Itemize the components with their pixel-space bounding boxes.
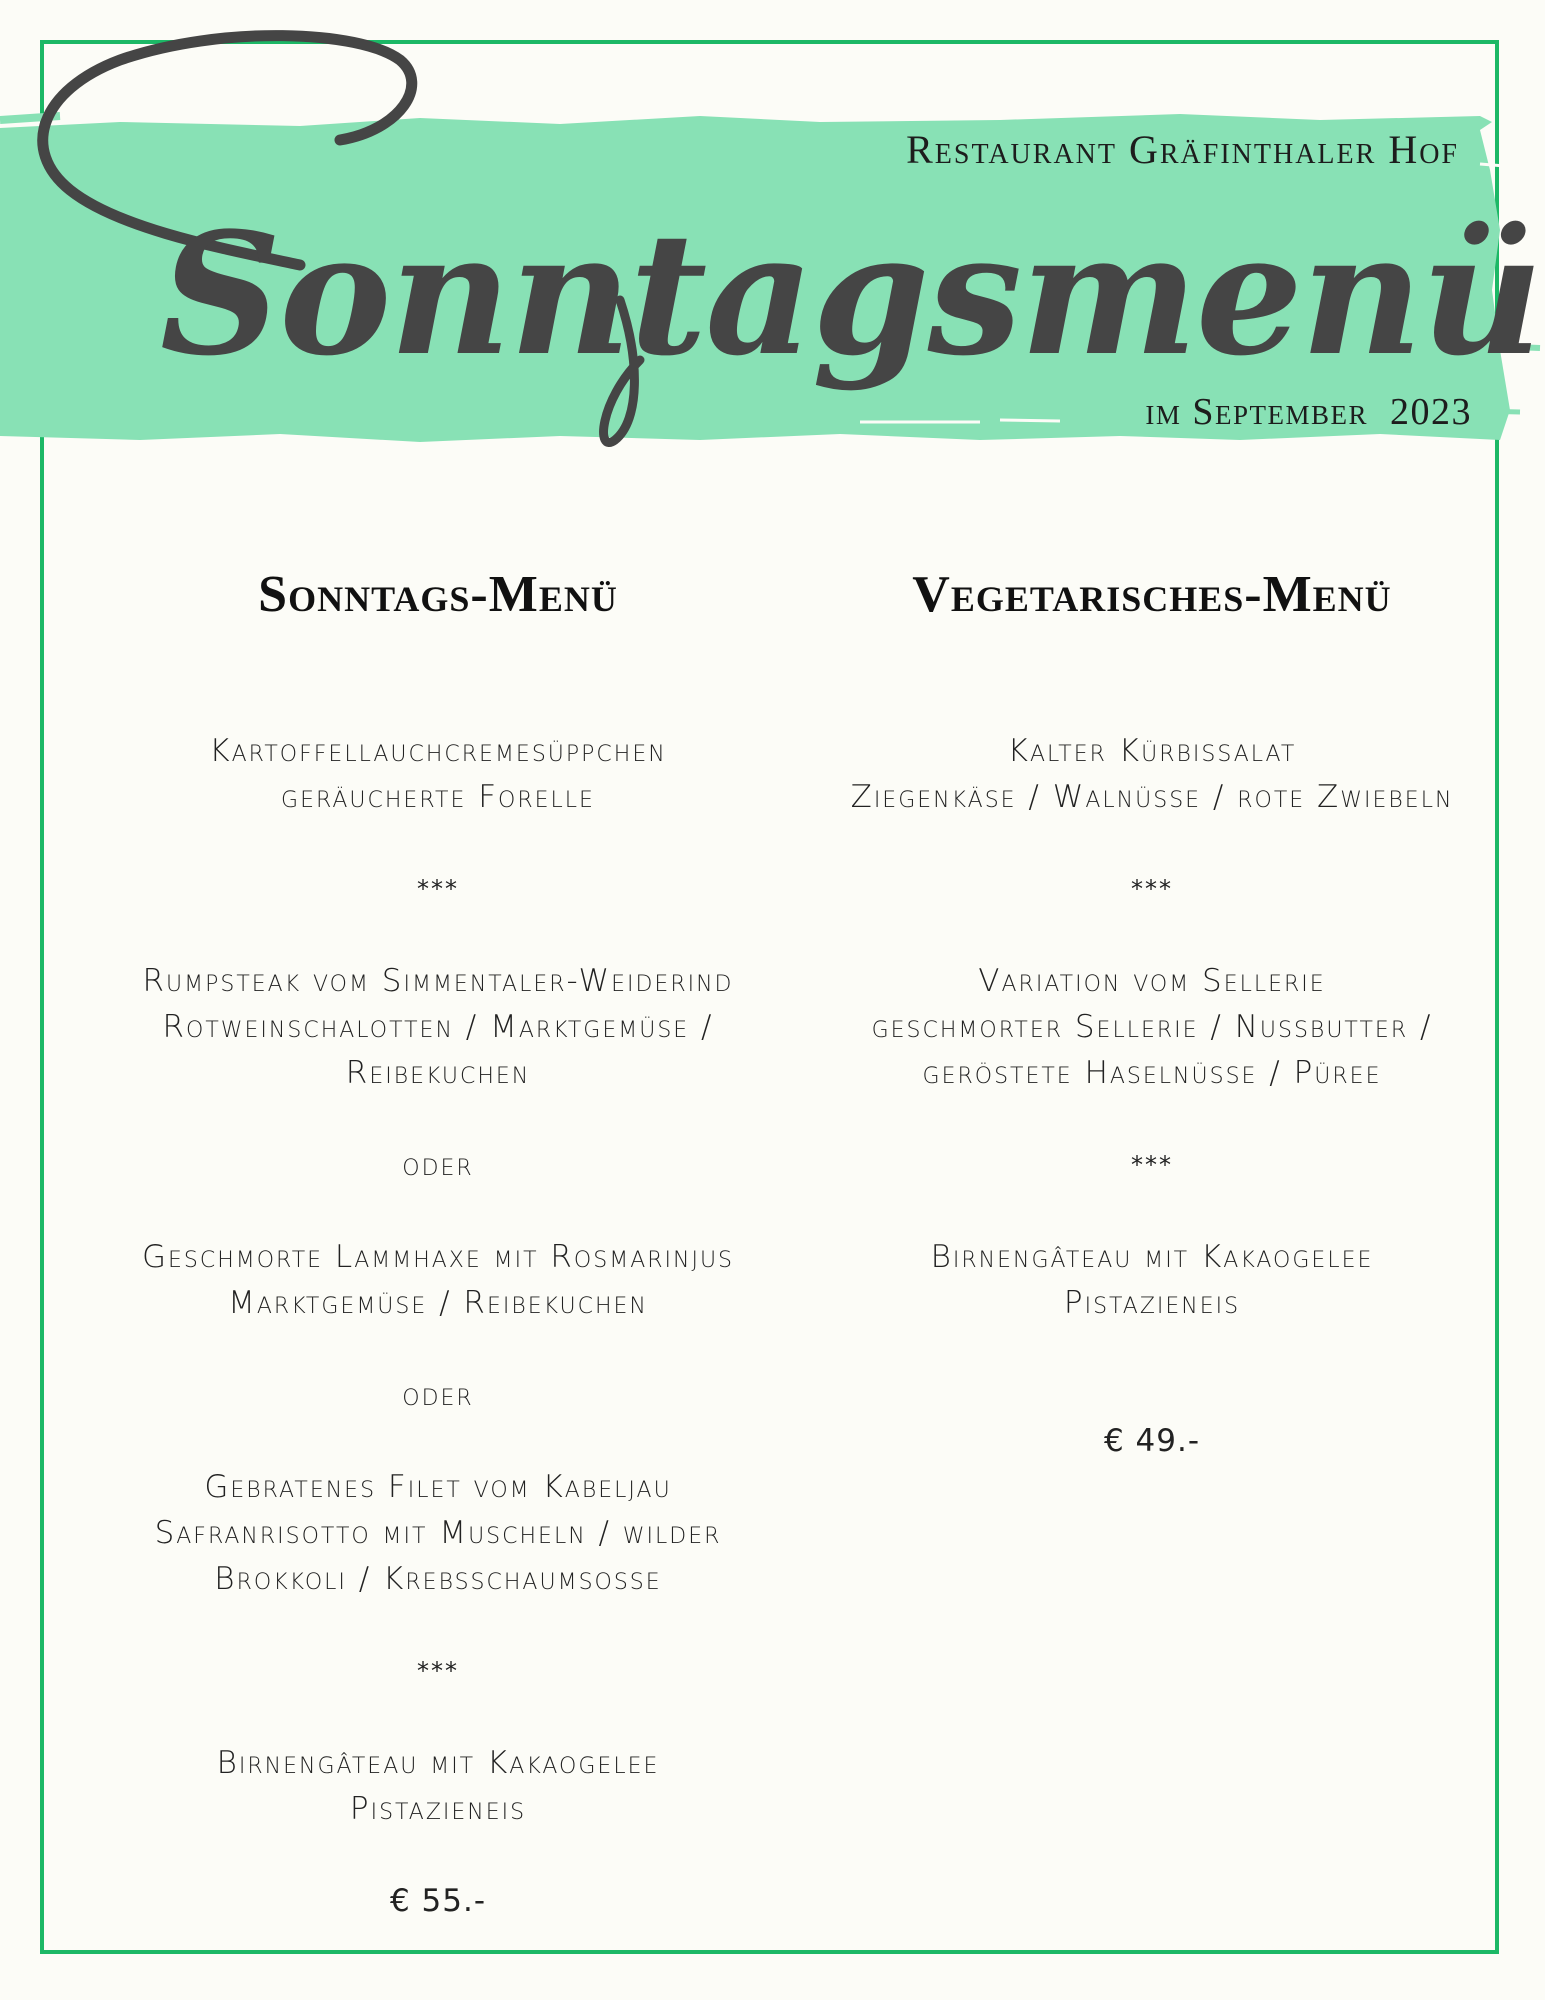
menu-line: Kartoffellauchcremesüppchen (209, 733, 667, 769)
main-course (792, 958, 1512, 1096)
course-separator: *** (417, 1657, 459, 1685)
menu-line: Kalter Kürbissalat (1007, 733, 1297, 769)
main-course-option (78, 1464, 798, 1602)
vegetarisches-menu-price: € 49.- (1103, 1423, 1201, 1459)
course-separator: *** (1131, 1151, 1173, 1179)
menu-line: Brokkoli / Krebsschaumsosse (214, 1561, 662, 1597)
menu-line: Rumpsteak vom Simmentaler-Weiderind (142, 963, 734, 999)
menu-line: oder (402, 1147, 474, 1183)
menu-line: Safranrisotto mit Muscheln / wilder (154, 1515, 722, 1551)
starter-course (792, 728, 1512, 820)
dessert-course (78, 1740, 798, 1832)
or-divider (78, 1372, 798, 1418)
course-separator: *** (1131, 875, 1173, 903)
menu-line: geräucherte Forelle (281, 779, 595, 815)
main-course-option (78, 1234, 798, 1326)
menu-line: geschmorter Sellerie / Nussbutter / (871, 1009, 1433, 1045)
menu-line: oder (402, 1377, 474, 1413)
menu-line: geröstete Haselnüsse / Püree (922, 1055, 1382, 1091)
menu-line: Geschmorte Lammhaxe mit Rosmarinjus (141, 1239, 735, 1275)
restaurant-name: Restaurant Gräfinthaler Hof (906, 127, 1459, 172)
sonntags-menu-column (78, 560, 798, 1924)
menu-date: im September 2023 (1145, 391, 1472, 433)
course-separator: *** (417, 875, 459, 903)
menu-line: Marktgemüse / Reibekuchen (228, 1285, 648, 1321)
sonntags-menu-price: € 55.- (389, 1883, 487, 1919)
menu-line: Birnengâteau mit Kakaogelee (216, 1745, 660, 1781)
menu-line: Pistazieneis (349, 1791, 527, 1827)
menu-title: Sonntagsmenü (160, 195, 1542, 393)
menu-line: Gebratenes Filet vom Kabeljau (204, 1469, 672, 1505)
menu-line: Birnengâteau mit Kakaogelee (930, 1239, 1374, 1275)
dessert-course (792, 1234, 1512, 1326)
menu-line: Ziegenkäse / Walnüsse / rote Zwiebeln (850, 779, 1454, 815)
menu-line: Reibekuchen (345, 1055, 531, 1091)
main-course-option (78, 958, 798, 1096)
menu-line: Variation vom Sellerie (978, 963, 1326, 999)
menu-line: Pistazieneis (1063, 1285, 1241, 1321)
or-divider (78, 1142, 798, 1188)
vegetarisches-menu-heading: Vegetarisches-Menü (912, 566, 1392, 623)
vegetarisches-menu-column (792, 560, 1512, 1464)
menu-line: Rotweinschalotten / Marktgemüse / (162, 1009, 714, 1045)
sonntags-menu-heading: Sonntags-Menü (258, 566, 618, 623)
starter-course (78, 728, 798, 820)
